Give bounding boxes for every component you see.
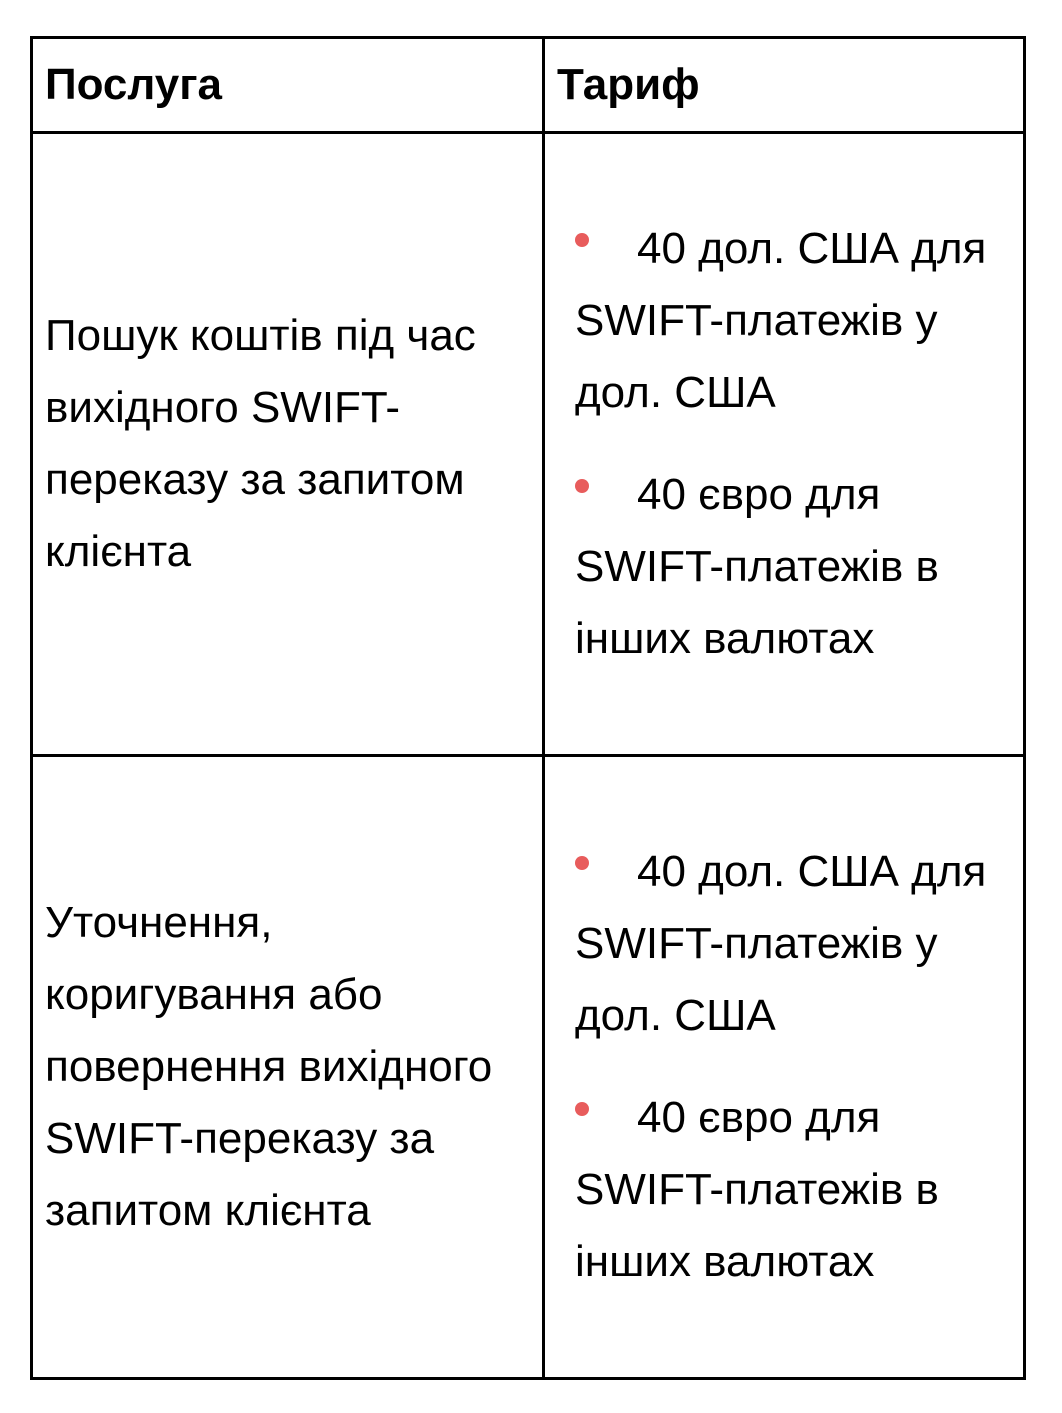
tariff-table bbox=[30, 36, 1026, 1380]
service-cell: Уточнення, коригування або повернення вихідного SWIFT-переказу за запитом клієнта bbox=[32, 756, 544, 1379]
service-cell: Пошук коштів під час вихідного SWIFT-переказу за запитом клієнта bbox=[32, 133, 544, 756]
bullet-icon bbox=[575, 876, 637, 886]
tariff-list-item bbox=[575, 459, 1009, 675]
tariff-cell bbox=[544, 756, 1025, 1379]
bullet-icon bbox=[575, 1122, 637, 1132]
tariff-text: 40 євро для SWIFT-платежів в інших валютах bbox=[575, 1093, 939, 1286]
table-header-row bbox=[32, 38, 1025, 133]
tariff-text: 40 дол. США для SWIFT-платежів у дол. США bbox=[575, 847, 987, 1040]
tariff-cell bbox=[544, 133, 1025, 756]
column-header-service: Послуга bbox=[32, 38, 544, 133]
table-row bbox=[32, 756, 1025, 1379]
bullet-icon bbox=[575, 253, 637, 263]
tariff-list-item bbox=[575, 1082, 1009, 1298]
column-header-tariff: Тариф bbox=[544, 38, 1025, 133]
table-row bbox=[32, 133, 1025, 756]
tariff-text: 40 євро для SWIFT-платежів в інших валютах bbox=[575, 470, 939, 663]
bullet-icon bbox=[575, 499, 637, 509]
tariff-list-item bbox=[575, 213, 1009, 429]
tariff-list-item bbox=[575, 836, 1009, 1052]
tariff-text: 40 дол. США для SWIFT-платежів у дол. США bbox=[575, 224, 987, 417]
